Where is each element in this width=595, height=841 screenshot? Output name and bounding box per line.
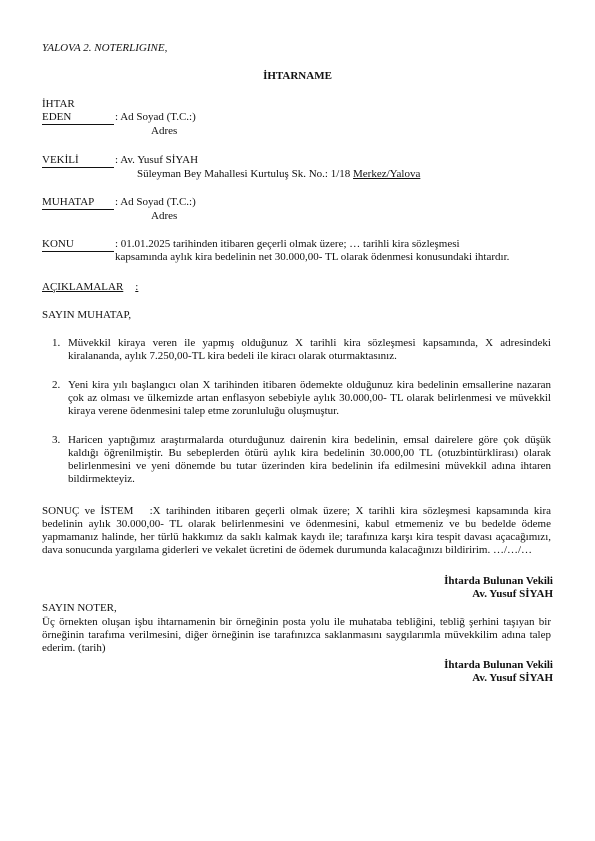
vekil-name: : Av. Yusuf SİYAH	[115, 154, 199, 166]
konu-line-2: kapsamında aylık kira bedelinin net 30.000,00- TL olarak ödenmesi konusundaki ihtardır.	[115, 251, 510, 263]
ihtar-label-2: EDEN	[42, 111, 72, 123]
vekil-address-city: Merkez/Yalova	[353, 168, 421, 180]
ihtar-name: : Ad Soyad (T.C.:)	[115, 111, 196, 123]
sonuc-label: SONUÇ ve İSTEM	[42, 505, 134, 517]
list-item-number: 3.	[52, 434, 61, 446]
muhatap-underline	[42, 209, 114, 210]
signature-1-title: İhtarda Bulunan Vekili	[444, 575, 553, 587]
aciklamalar-label	[42, 281, 138, 294]
muhatap-label: MUHATAP	[42, 196, 95, 208]
salutation-noter: SAYIN NOTER,	[42, 602, 117, 614]
list-item-number: 2.	[52, 379, 61, 391]
list-item: Haricen yaptığımız araştırmalarda oturduğunuz dairenin kira bedelinin, emsal dairelere göre çok düşük kaldığı öğrenilmiştir. Bu sebeplerden ötürü aylık kira bedelinin 30.000,00 TL (otuzbintürklirası) olarak belirlenmesini ve yeni dönemde bu tutar üzerinden kira bedelinin ifa edilmesini müvekkil adına ihtaren bildirmekteyiz.	[68, 434, 551, 485]
ihtar-underline	[42, 124, 114, 125]
sonuc-text: :X tarihinden itibaren geçerli olmak üzere; X tarihli kira sözleşmesi kapsamında kira bedelinin aylık 30.000,00- TL olarak belirlenmesini ve ödenmesini, kabul etmemeniz ve bu bedelde ödeme yapmamanız halinde, her türlü hakkımız da saklı kalmak kaydı ile; tarafınıza karşı kira tespit davası açacağımızı, dava sonucunda yargılama giderleri ve vekalet ücretini de ödemek durumunda kalacağınızı bildiririm. …/…/…	[42, 505, 552, 556]
aciklamalar-colon: :	[135, 281, 139, 293]
document-title: İHTARNAME	[263, 70, 332, 82]
notary-heading: YALOVA 2. NOTERLIGINE,	[42, 42, 168, 54]
signature-2-name: Av. Yusuf SİYAH	[472, 672, 553, 684]
vekil-address	[137, 168, 420, 181]
noter-paragraph: Üç örnekten oluşan işbu ihtarnamenin bir örneğinin posta yolu ile muhataba tebliğini, tebliğ şerhini taşıyan bir örneğinin tarafıma verilmesini, diğer örneğinin ise tarafınızca saklanmasını saygılarımla müvekkilim adına talep ederim. (tarih)	[42, 616, 551, 654]
list-item-number: 1.	[52, 337, 61, 349]
muhatap-name: : Ad Soyad (T.C.:)	[115, 196, 196, 208]
muhatap-address: Adres	[151, 210, 178, 222]
aciklamalar-label-text: AÇIKLAMALAR	[42, 281, 124, 293]
list-item: Müvekkil kiraya veren ile yapmış olduğunuz X tarihli kira sözleşmesi kapsamında, X adresindeki kiralananda, aylık 7.250,00-TL kira bedeli ile kiracı olarak oturmaktasınız.	[68, 337, 551, 362]
signature-1-name: Av. Yusuf SİYAH	[472, 588, 553, 600]
konu-underline	[42, 251, 114, 252]
list-item: Yeni kira yılı başlangıcı olan X tarihinden itibaren ödemekte olduğunuz kira bedelinin emsallerine nazaran çok az olması ve ülkemizde artan enflasyon sebebiyle aylık 30.000,00- TL olarak belirlenmesi ve müvekkil kiraya verene ödenmesini talep etme zorunluluğu oluşmuştur.	[68, 379, 551, 417]
ihtar-label-1: İHTAR	[42, 98, 75, 110]
salutation-muhatap: SAYIN MUHATAP,	[42, 309, 132, 321]
ihtar-address: Adres	[151, 125, 178, 137]
signature-2-title: İhtarda Bulunan Vekili	[444, 659, 553, 671]
vekil-address-street: Süleyman Bey Mahallesi Kurtuluş Sk. No.: 1/18	[137, 168, 351, 180]
vekil-label: VEKİLİ	[42, 154, 79, 166]
sonuc-paragraph	[42, 505, 551, 557]
konu-label: KONU	[42, 238, 74, 250]
konu-line-1: : 01.01.2025 tarihinden itibaren geçerli olmak üzere; … tarihli kira sözleşmesi	[115, 238, 460, 250]
vekil-underline	[42, 167, 114, 168]
